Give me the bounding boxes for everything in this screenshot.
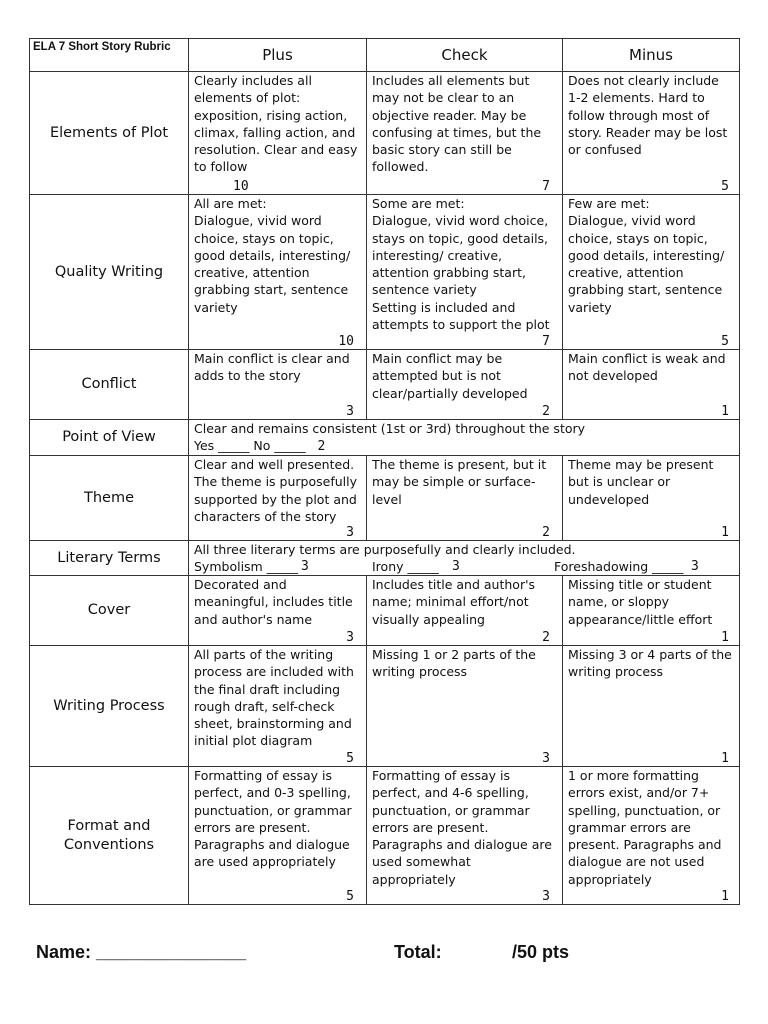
- column-check: Check: [367, 39, 563, 72]
- minus-cell: [563, 72, 740, 195]
- check-points: 7: [542, 179, 550, 194]
- plus-points: 10: [233, 179, 249, 194]
- check-points: 3: [542, 889, 550, 904]
- check-cell: [367, 350, 563, 420]
- plus-description: All parts of the writing process are included with the final draft including rough draft, self-check sheet, brainstorming and initial plot diagram: [194, 647, 354, 749]
- symbolism-points: 3: [301, 559, 309, 574]
- table-row: [30, 576, 740, 646]
- table-row: [30, 456, 740, 541]
- criterion-label: Writing Process: [30, 646, 189, 767]
- literary-terms-description: All three literary terms are purposefully and clearly included.: [194, 542, 576, 557]
- yes-no-blanks: Yes _____ No _____: [194, 438, 306, 453]
- point-of-view-cell: [189, 420, 740, 456]
- plus-cell: [189, 72, 367, 195]
- plus-points: 10: [338, 334, 354, 349]
- minus-cell: [563, 350, 740, 420]
- check-description: Some are met: Dialogue, vivid word choice, stays on topic, good details, interesting/ creative, attention grabbing start, sentence variety Setting is included and attempts to support the plot: [372, 196, 550, 333]
- symbolism-blank: Symbolism _____: [194, 559, 298, 574]
- name-field: Name: _______________: [36, 942, 247, 962]
- check-cell: [367, 456, 563, 541]
- total-value: /50 pts: [512, 942, 570, 962]
- table-row: [30, 72, 740, 195]
- plus-description: Clear and well presented. The theme is purposefully supported by the plot and characters of the story: [194, 457, 357, 524]
- check-description: Includes all elements but may not be clear to an objective reader. May be confusing at times, but the basic story can still be followed.: [372, 73, 542, 175]
- irony-points: 3: [452, 559, 460, 574]
- minus-description: 1 or more formatting errors exist, and/or 7+ spelling, punctuation, or grammar errors are present. Paragraphs and dialogue are not used appropriately: [568, 768, 722, 887]
- plus-description: Main conflict is clear and adds to the story: [194, 351, 350, 384]
- irony-blank: Irony _____: [372, 559, 439, 574]
- plus-description: Clearly includes all elements of plot: exposition, rising action, climax, falling action, and resolution. Clear and easy to follow: [194, 73, 358, 175]
- minus-points: 5: [721, 334, 729, 349]
- minus-cell: [563, 646, 740, 767]
- check-description: Formatting of essay is perfect, and 4-6 spelling, punctuation, or grammar errors are present. Paragraphs and dialogue are used somewhat appropriately: [372, 768, 552, 887]
- minus-description: Theme may be present but is unclear or undeveloped: [568, 457, 714, 507]
- plus-points: 3: [346, 525, 354, 540]
- minus-points: 1: [721, 525, 729, 540]
- check-points: 2: [542, 630, 550, 645]
- plus-points: 3: [346, 630, 354, 645]
- minus-points: 1: [721, 751, 729, 766]
- column-plus: Plus: [189, 39, 367, 72]
- foreshadowing-blank: Foreshadowing _____: [554, 559, 684, 574]
- minus-description: Few are met: Dialogue, vivid word choice, stays on topic, good details, interesting/ creative, attention grabbing start, sentence variety: [568, 196, 725, 315]
- minus-points: 1: [721, 404, 729, 419]
- check-cell: [367, 576, 563, 646]
- criterion-label: Theme: [30, 456, 189, 541]
- table-row: [30, 350, 740, 420]
- check-description: Main conflict may be attempted but is not clear/partially developed: [372, 351, 528, 401]
- criterion-label: Conflict: [30, 350, 189, 420]
- literary-terms-cell: [189, 541, 740, 576]
- table-row: [30, 420, 740, 456]
- criterion-label: Cover: [30, 576, 189, 646]
- point-of-view-points: 2: [317, 439, 326, 454]
- check-cell: [367, 195, 563, 350]
- foreshadowing-points: 3: [691, 559, 699, 574]
- check-cell: [367, 767, 563, 905]
- minus-cell: [563, 195, 740, 350]
- plus-cell: [189, 646, 367, 767]
- check-points: 2: [542, 404, 550, 419]
- plus-points: 5: [346, 751, 354, 766]
- table-row: [30, 195, 740, 350]
- table-row: [30, 767, 740, 905]
- minus-points: 1: [721, 630, 729, 645]
- rubric-table: [29, 38, 740, 905]
- check-description: The theme is present, but it may be simple or surface-level: [372, 457, 547, 507]
- criterion-label: Point of View: [30, 420, 189, 456]
- plus-points: 5: [346, 889, 354, 904]
- rubric-title: ELA 7 Short Story Rubric: [30, 39, 189, 72]
- plus-cell: [189, 195, 367, 350]
- minus-description: Missing title or student name, or sloppy appearance/little effort: [568, 577, 713, 627]
- plus-description: Decorated and meaningful, includes title and author's name: [194, 577, 353, 627]
- criterion-label: Quality Writing: [30, 195, 189, 350]
- plus-description: All are met: Dialogue, vivid word choice, stays on topic, good details, interesting/ creative, attention grabbing start, sentence variety: [194, 196, 351, 315]
- minus-cell: [563, 456, 740, 541]
- minus-points: 1: [721, 889, 729, 904]
- minus-points: 5: [721, 179, 729, 194]
- plus-cell: [189, 576, 367, 646]
- check-points: 3: [542, 751, 550, 766]
- header-row: [30, 39, 740, 72]
- check-cell: [367, 72, 563, 195]
- total-label: Total:: [394, 942, 442, 962]
- criterion-label: Literary Terms: [30, 541, 189, 576]
- plus-description: Formatting of essay is perfect, and 0-3 spelling, punctuation, or grammar errors are present. Paragraphs and dialogue are used appropriately: [194, 768, 352, 870]
- minus-cell: [563, 576, 740, 646]
- check-cell: [367, 646, 563, 767]
- plus-cell: [189, 456, 367, 541]
- plus-points: 3: [346, 404, 354, 419]
- table-row: [30, 541, 740, 576]
- minus-description: Main conflict is weak and not developed: [568, 351, 726, 384]
- check-points: 2: [542, 525, 550, 540]
- minus-cell: [563, 767, 740, 905]
- table-row: [30, 646, 740, 767]
- criterion-label: Elements of Plot: [30, 72, 189, 195]
- minus-description: Missing 3 or 4 parts of the writing process: [568, 647, 732, 680]
- plus-cell: [189, 350, 367, 420]
- check-description: Includes title and author's name; minimal effort/not visually appealing: [372, 577, 536, 627]
- point-of-view-checkbox-line: [189, 437, 739, 455]
- literary-terms-checklist: [189, 558, 739, 575]
- check-points: 7: [542, 334, 550, 349]
- column-minus: Minus: [563, 39, 740, 72]
- minus-description: Does not clearly include 1-2 elements. Hard to follow through most of story. Reader may be lost or confused: [568, 73, 728, 158]
- plus-cell: [189, 767, 367, 905]
- criterion-label: Format and Conventions: [30, 767, 189, 905]
- check-description: Missing 1 or 2 parts of the writing process: [372, 647, 536, 680]
- point-of-view-description: Clear and remains consistent (1st or 3rd) throughout the story: [194, 421, 586, 436]
